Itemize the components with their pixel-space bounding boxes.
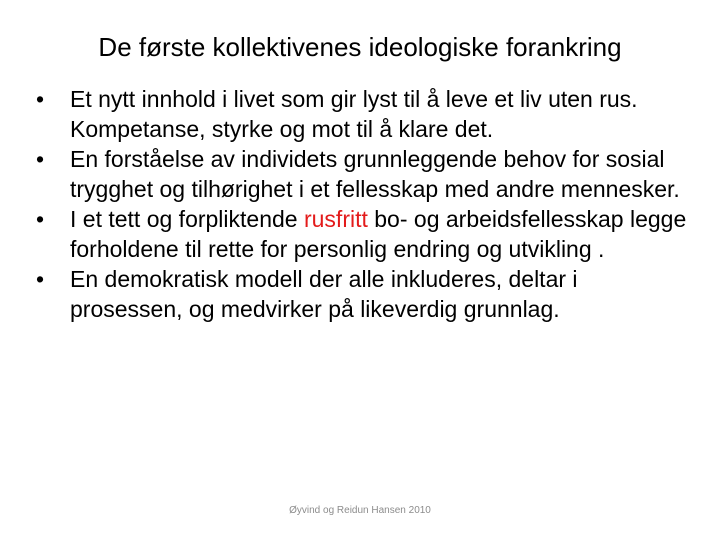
bullet-icon: • (35, 206, 45, 232)
bullet-item (30, 84, 690, 144)
bullet-item (30, 144, 690, 204)
bullet-item (30, 204, 690, 264)
footer-credit: Øyvind og Reidun Hansen 2010 (289, 505, 431, 516)
bullet-text: Et nytt innhold i livet som gir lyst til å leve et liv uten rus. Kompetanse, styrke og mot til å klare det. (70, 86, 638, 142)
bullet-item (30, 264, 690, 324)
bullet-text: En demokratisk modell der alle inkluderes, deltar i prosessen, og medvirker på likeverdig grunnlag. (70, 266, 578, 322)
bullet-list (30, 84, 690, 324)
slide-title: De første kollektivenes ideologiske forankring (98, 32, 622, 62)
bullet-text-after: bo- og arbeidsfellesskap legge forholdene til rette for personlig endring og utvikling . (70, 206, 687, 262)
bullet-text-before: I et tett og forpliktende (70, 206, 304, 232)
bullet-text: En forståelse av individets grunnleggende behov for sosial trygghet og tilhørighet i et fellesskap med andre mennesker. (70, 146, 680, 202)
bullet-icon: • (35, 266, 45, 292)
bullet-icon: • (35, 146, 45, 172)
highlighted-word: rusfritt (303, 206, 368, 232)
bullet-icon: • (35, 86, 45, 112)
